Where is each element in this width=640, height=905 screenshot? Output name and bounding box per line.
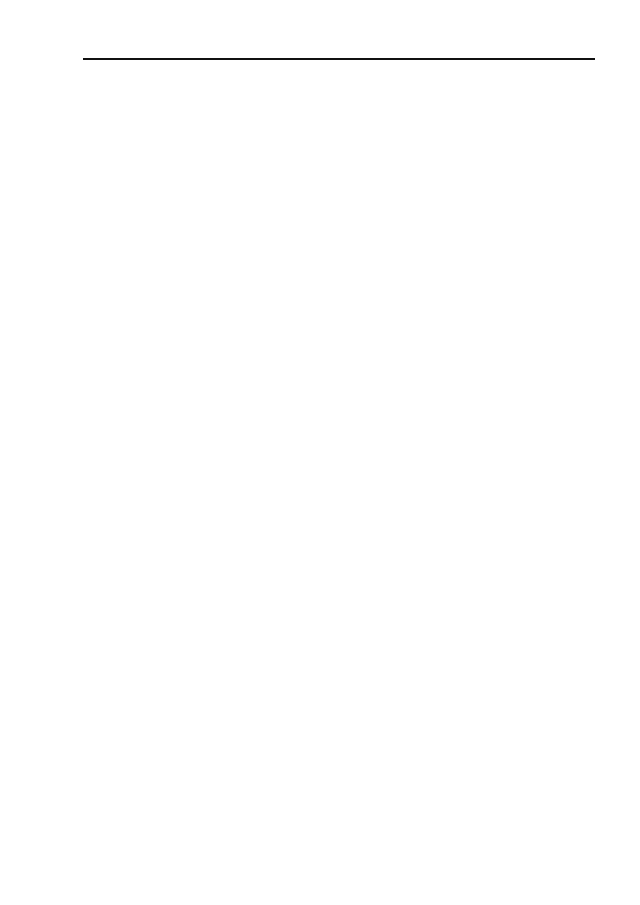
routes-table <box>83 58 595 60</box>
section-header-group <box>84 59 595 60</box>
section-title <box>84 59 595 60</box>
